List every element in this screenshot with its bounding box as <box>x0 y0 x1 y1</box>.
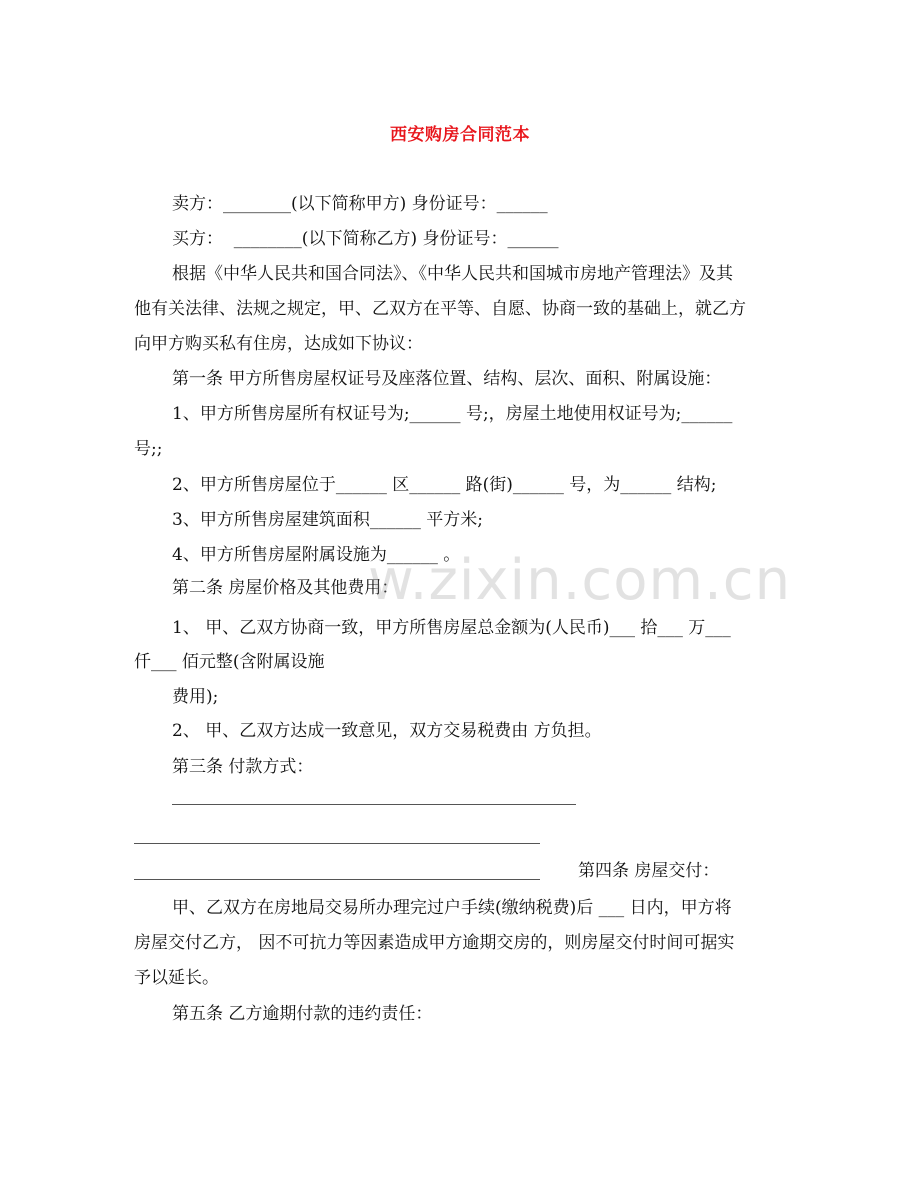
article-1-item-2: 2、甲方所售房屋位于______ 区______ 路(街)______ 号，为______ 结构; <box>172 475 717 495</box>
article-2-heading: 第二条 房屋价格及其他费用： <box>172 578 399 598</box>
article-3-heading: 第三条 付款方式： <box>172 757 314 777</box>
article-4-body-line-1: 甲、乙双方在房地局交易所办理完过户手续(缴纳税费)后 ___ 日内，甲方将 <box>172 898 732 918</box>
article-1-item-4: 4、甲方所售房屋附属设施为______ 。 <box>172 545 461 565</box>
article-1-item-1-line-2: 号;; <box>134 439 163 459</box>
watermark: w.zixin.com.cn <box>368 548 792 613</box>
article-4-body-line-3: 予以延长。 <box>134 968 219 988</box>
article-1-item-3: 3、甲方所售房屋建筑面积______ 平方米; <box>172 510 483 530</box>
payment-blank-line-1 <box>172 804 576 805</box>
payment-blank-line-3 <box>134 879 540 880</box>
article-1-heading: 第一条 甲方所售房屋权证号及座落位置、结构、层次、面积、附属设施： <box>172 369 722 389</box>
preamble-line-3: 向甲方购买私有住房，达成如下协议： <box>134 334 423 354</box>
article-5-heading: 第五条 乙方逾期付款的违约责任： <box>172 1004 433 1024</box>
preamble-line-2: 他有关法律、法规之规定，甲、乙双方在平等、自愿、协商一致的基础上，就乙方 <box>134 299 746 319</box>
preamble-line-1: 根据《中华人民共和国合同法》、《中华人民共和国城市房地产管理法》及其 <box>172 264 733 284</box>
payment-blank-line-2 <box>134 843 540 844</box>
document-title: 西安购房合同范本 <box>390 125 530 145</box>
article-2-item-2: 2、 甲、乙双方达成一致意见，双方交易税费由 方负担。 <box>172 721 602 741</box>
buyer-line: 买方： ________(以下简称乙方) 身份证号：______ <box>172 229 559 249</box>
article-1-item-1-line-1: 1、甲方所售房屋所有权证号为;______ 号;，房屋土地使用权证号为;______ <box>172 404 733 424</box>
article-2-item-1-line-1: 1、 甲、乙双方协商一致，甲方所售房屋总金额为(人民币)___ 拾___ 万___ <box>172 618 731 638</box>
seller-line: 卖方：________(以下简称甲方) 身份证号：______ <box>172 194 548 214</box>
article-4-body-line-2: 房屋交付乙方， 因不可抗力等因素造成甲方逾期交房的，则房屋交付时间可据实 <box>134 933 735 953</box>
article-4-heading: 第四条 房屋交付： <box>578 861 720 881</box>
article-2-item-1-line-3: 费用); <box>172 687 219 707</box>
article-2-item-1-line-2: 仟___ 佰元整(含附属设施 <box>134 652 325 672</box>
